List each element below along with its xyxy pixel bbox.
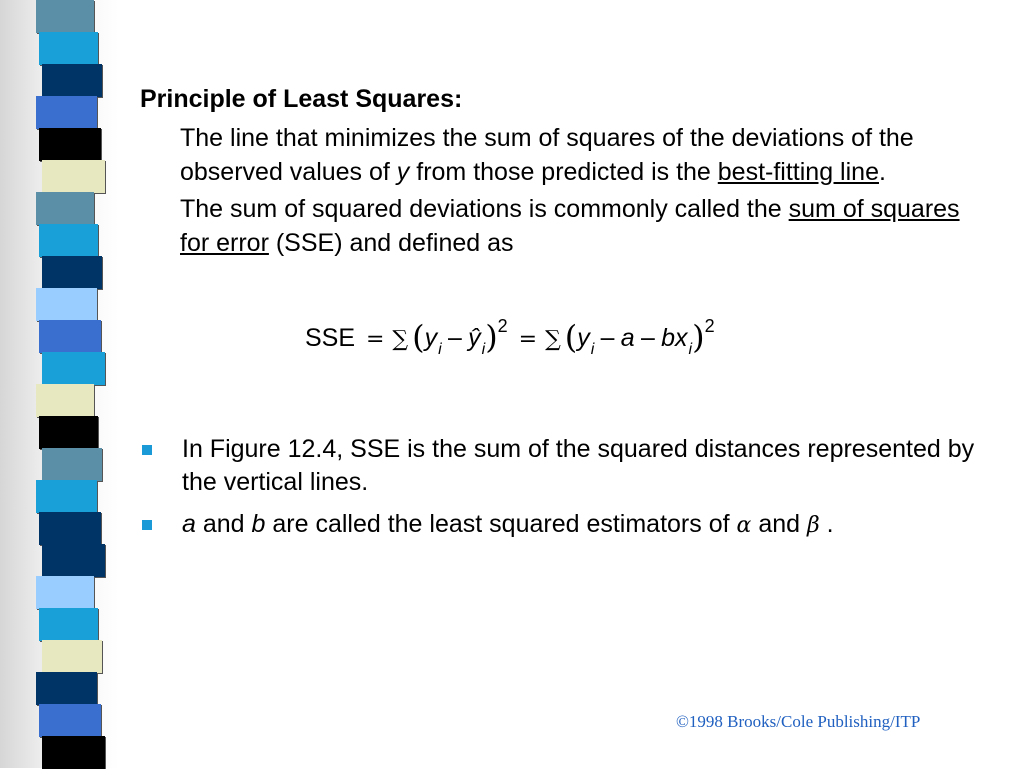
formula-sub-i-1: i: [438, 341, 442, 358]
strip-tile: [36, 0, 94, 33]
strip-tile: [39, 608, 98, 641]
strip-tile: [36, 288, 97, 321]
paragraph-sse: [180, 192, 980, 260]
formula-y-2: y: [577, 324, 590, 352]
strip-tile: [39, 704, 101, 737]
bullet2-and2: and: [751, 510, 807, 538]
bullet2-text: are called the least squared estimators of: [265, 510, 737, 538]
formula-sum-2: ∑: [545, 327, 561, 352]
square-bullet-icon: [142, 445, 152, 455]
strip-tile: [42, 640, 102, 673]
formula-rparen-1: ): [485, 318, 498, 356]
para1-text3: .: [878, 158, 886, 186]
formula-sub-i-2: i: [481, 341, 486, 358]
strip-tile: [36, 576, 94, 609]
bullet-text-estimators: [182, 508, 834, 542]
strip-tile: [39, 320, 101, 353]
slide-content: [140, 84, 980, 263]
list-item: [140, 433, 980, 499]
strip-tile: [39, 128, 101, 161]
side-decoration-strip: [0, 0, 118, 768]
list-item: [140, 508, 980, 542]
bullet2-end: .: [819, 510, 834, 538]
formula-a: a: [620, 324, 635, 352]
para1-text2: from those predicted is the: [409, 158, 718, 186]
strip-tile: [36, 96, 97, 129]
strip-tile: [36, 384, 94, 417]
bullet2-a: a: [182, 510, 196, 538]
formula-bx: bx: [661, 324, 688, 352]
strip-tile: [39, 512, 101, 545]
formula-sub-i-3: i: [590, 341, 595, 358]
strip-tile: [42, 352, 105, 385]
formula-label: SSE: [305, 324, 356, 352]
strip-tile: [42, 256, 102, 289]
sse-formula: [305, 316, 715, 359]
slide-heading: Principle of Least Squares:: [140, 85, 463, 113]
formula-minus-1: −: [445, 327, 465, 352]
formula-equals-2: =: [518, 327, 538, 352]
strip-tile: [42, 160, 105, 193]
square-bullet-icon: [142, 520, 152, 530]
strip-tile: [36, 672, 97, 705]
strip-tile: [42, 448, 102, 481]
formula-rparen-2: ): [692, 318, 705, 356]
formula-sub-i-4: i: [688, 341, 693, 358]
strip-tile: [36, 480, 97, 513]
formula-power-2: 2: [704, 316, 715, 336]
bullet-list: [140, 433, 980, 551]
para2-text1: The sum of squared deviations is commonly called the: [180, 195, 789, 223]
strip-tile: [42, 544, 105, 577]
strip-tile: [39, 224, 98, 257]
formula-y-1: y: [424, 324, 438, 352]
strip-tile: [42, 64, 102, 97]
formula-minus-2: −: [598, 327, 617, 352]
strip-tile: [39, 32, 98, 65]
formula-power-1: 2: [497, 316, 508, 336]
formula-sum-1: ∑: [392, 327, 409, 352]
bullet2-b: b: [251, 510, 266, 538]
bullet-text-sse-figure: In Figure 12.4, SSE is the sum of the squared distances represented by the vertical lines.: [182, 435, 975, 496]
strip-tile: [39, 416, 98, 449]
para1-var-y: y: [396, 158, 410, 186]
formula-lparen-2: (: [564, 318, 578, 356]
formula-equals: =: [365, 327, 385, 352]
strip-tile: [36, 192, 94, 225]
para2-text2: (SSE) and defined as: [268, 229, 514, 257]
formula-minus-3: −: [638, 327, 658, 352]
strip-tile: [42, 736, 105, 769]
alpha-symbol: α: [736, 513, 752, 538]
para1-text1: The line that minimizes the sum of squares of the deviations of the observed values of: [180, 124, 914, 186]
bullet2-and1: and: [195, 510, 252, 538]
formula-lparen-1: (: [412, 318, 425, 356]
paragraph-definition: [180, 121, 980, 189]
formula-yhat: ŷ: [468, 324, 481, 352]
beta-symbol: β: [806, 513, 820, 538]
copyright-footer: ©1998 Brooks/Cole Publishing/ITP: [676, 712, 921, 731]
term-best-fitting-line: best-fitting line: [717, 158, 879, 186]
term-sum-of-squares-for-error: sum of squares for error: [180, 195, 960, 257]
